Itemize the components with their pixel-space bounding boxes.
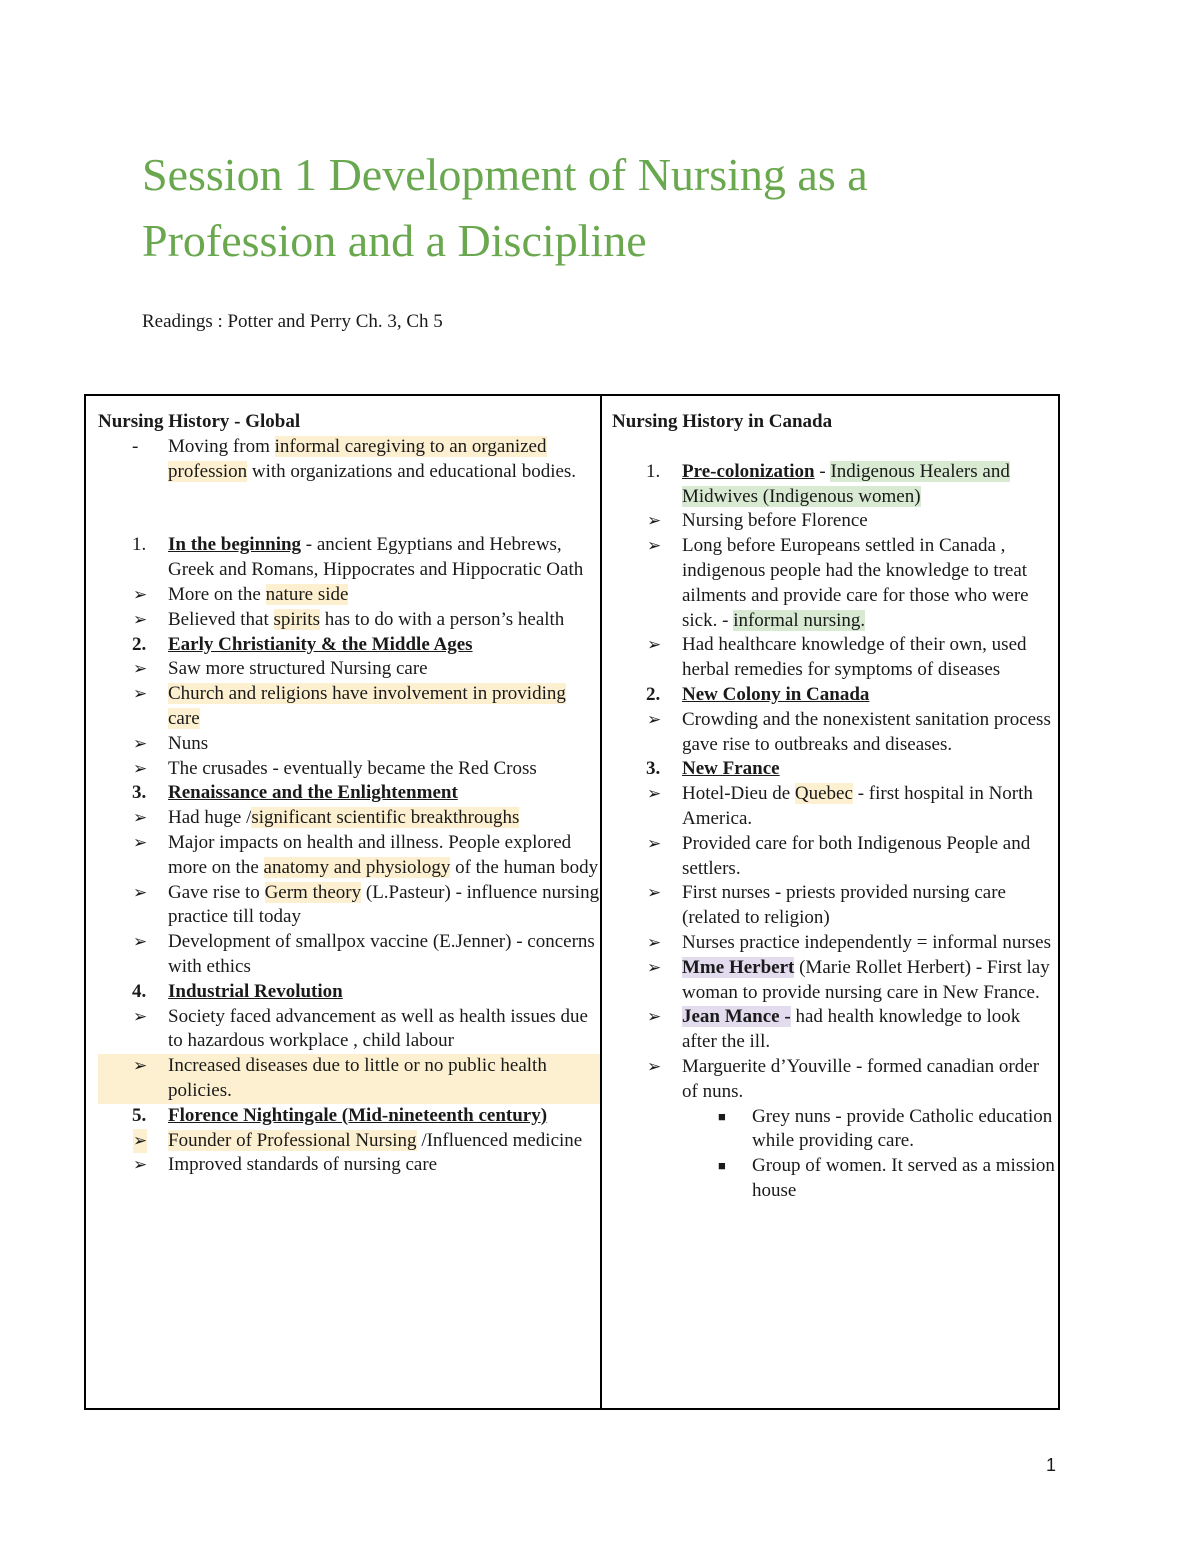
highlight: Jean Mance - — [682, 1006, 791, 1028]
arrow-bullet-icon: ➢ — [647, 536, 662, 556]
global-sections — [98, 533, 600, 1178]
bullet-text-end: had health knowledge to look after the ill. — [682, 1006, 1021, 1053]
bullet-text: Had healthcare knowledge of their own, used herbal remedies for symptoms of diseases — [682, 634, 1027, 681]
bullet-item — [612, 708, 1058, 758]
arrow-bullet-icon: ➢ — [647, 1007, 662, 1027]
arrow-bullet-icon: ➢ — [133, 659, 148, 679]
canada-history-column — [602, 396, 1058, 1408]
bullet-item — [612, 534, 1058, 633]
square-bullet-icon: ■ — [718, 1158, 726, 1174]
bullet-text: Nuns — [168, 732, 209, 754]
bullet-text: Society faced advancement as well as health issues due to hazardous workplace , child labour — [168, 1005, 588, 1052]
arrow-bullet-icon: ➢ — [647, 883, 662, 903]
global-history-column — [86, 396, 602, 1408]
highlight: significant scientific breakthroughs — [251, 807, 520, 829]
section-number: 1. — [132, 534, 147, 556]
square-bullet-icon: ■ — [718, 1108, 726, 1124]
bullet-item — [612, 633, 1058, 683]
section-number: 3. — [646, 758, 661, 780]
section-title: New France — [682, 758, 780, 780]
sub-bullet-item — [612, 1154, 1058, 1204]
bullet-text: Long before Europeans settled in Canada , indigenous people had the knowledge to treat ailments and provide care for those who were sick. - — [682, 535, 1029, 631]
arrow-bullet-icon: ➢ — [133, 733, 148, 753]
highlight: Mme Herbert — [682, 956, 795, 978]
section-early-christianity — [98, 633, 600, 658]
spacer — [98, 484, 600, 533]
intro-text-end: with organizations and educational bodies. — [247, 460, 577, 482]
separator: - — [814, 460, 831, 482]
bullet-item — [98, 583, 600, 608]
arrow-bullet-icon: ➢ — [647, 932, 662, 952]
bullet-item — [98, 1005, 600, 1055]
section-number: 3. — [132, 782, 147, 804]
canada-sections — [612, 460, 1058, 1204]
bullet-text: Crowding and the nonexistent sanitation process gave rise to outbreaks and diseases. — [682, 708, 1051, 755]
bullet-text-end: has to do with a person’s health — [319, 608, 565, 630]
highlight: Indigenous Healers and Midwives (Indigenous women) — [682, 460, 1010, 507]
highlight: informal caregiving to an organized profession — [168, 435, 547, 482]
bullet-item — [98, 930, 600, 980]
highlight: Quebec — [794, 783, 853, 805]
column-heading-canada: Nursing History in Canada — [612, 411, 833, 432]
bullet-text: Nursing before Florence — [682, 510, 868, 532]
bullet-item — [612, 1055, 1058, 1105]
column-heading-global: Nursing History - Global — [98, 411, 301, 432]
section-title: In the beginning — [168, 534, 302, 556]
section-number: 5. — [132, 1104, 147, 1126]
bullet-text: Improved standards of nursing care — [168, 1154, 438, 1176]
highlight: Increased diseases due to little or no public health policies. — [168, 1055, 547, 1101]
section-number: 1. — [646, 460, 661, 482]
bullet-item — [98, 1054, 600, 1104]
section-number: 2. — [132, 633, 147, 655]
intro-item — [98, 435, 600, 485]
section-new-colony — [612, 683, 1058, 708]
section-renaissance — [98, 781, 600, 806]
bullet-item — [98, 657, 600, 682]
arrow-bullet-icon: ➢ — [133, 882, 148, 902]
section-title: Early Christianity & the Middle Ages — [168, 633, 473, 655]
bullet-text: Major impacts on health and illness. People explored more on the — [168, 831, 572, 878]
bullet-item — [612, 782, 1058, 832]
intro-list — [98, 435, 600, 485]
bullet-item — [98, 881, 600, 931]
arrow-bullet-icon: ➢ — [647, 957, 662, 977]
highlight: nature side — [265, 583, 349, 605]
bullet-text: First nurses - priests provided nursing care (related to religion) — [682, 882, 1006, 929]
arrow-bullet-icon: ➢ — [133, 808, 148, 828]
highlight: Founder of Professional Nursing — [168, 1129, 417, 1151]
section-title: Industrial Revolution — [168, 980, 343, 1002]
section-title: Pre-colonization — [682, 460, 815, 482]
bullet-item — [98, 1129, 600, 1154]
bullet-text: Provided care for both Indigenous People and settlers. — [682, 832, 1031, 879]
bullet-text-end: of the human body — [450, 856, 599, 878]
section-pre-colonization — [612, 460, 1058, 510]
bullet-text: Grey nuns - provide Catholic education while providing care. — [752, 1105, 1053, 1152]
bullet-text: Believed that — [168, 608, 274, 630]
bullet-item — [98, 831, 600, 881]
section-in-the-beginning — [98, 533, 600, 583]
arrow-bullet-icon: ➢ — [647, 833, 662, 853]
highlight: anatomy and physiology — [263, 856, 451, 878]
bullet-item — [98, 682, 600, 732]
arrow-bullet-icon: ➢ — [647, 709, 662, 729]
intro-text: Moving from — [168, 435, 275, 457]
page-number: 1 — [1046, 1455, 1057, 1475]
section-title: New Colony in Canada — [682, 683, 870, 705]
arrow-bullet-icon: ➢ — [647, 784, 662, 804]
bullet-text: Hotel-Dieu de — [682, 783, 795, 805]
bullet-item — [98, 1153, 600, 1178]
arrow-bullet-icon: ➢ — [133, 584, 148, 604]
bullet-item — [612, 956, 1058, 1006]
notes-table — [84, 394, 1060, 1410]
bullet-item — [612, 832, 1058, 882]
bullet-item — [98, 757, 600, 782]
arrow-bullet-icon: ➢ — [647, 635, 662, 655]
bullet-text: More on the — [168, 583, 266, 605]
section-title: Renaissance and the Enlightenment — [168, 782, 458, 804]
spacer — [612, 435, 1058, 460]
bullet-item — [612, 1005, 1058, 1055]
arrow-bullet-icon: ➢ — [647, 511, 662, 531]
section-number: 4. — [132, 980, 147, 1002]
bullet-text-end: (L.Pasteur) - influence nursing practice till today — [168, 881, 600, 928]
bullet-text: Gave rise to — [168, 881, 265, 903]
bullet-item — [98, 608, 600, 633]
readings-line: Readings : Potter and Perry Ch. 3, Ch 5 — [142, 311, 443, 332]
arrow-bullet-icon: ➢ — [133, 1056, 148, 1076]
arrow-bullet-icon: ➢ — [133, 832, 148, 852]
section-number: 2. — [646, 683, 661, 705]
arrow-bullet-icon: ➢ — [133, 609, 148, 629]
bullet-text: Development of smallpox vaccine (E.Jenner) - concerns with ethics — [168, 931, 595, 977]
bullet-text: The crusades - eventually became the Red Cross — [168, 757, 537, 779]
section-new-france — [612, 757, 1058, 782]
arrow-bullet-icon: ➢ — [647, 1056, 662, 1076]
arrow-bullet-icon: ➢ — [133, 758, 148, 778]
bullet-text: Nurses practice independently = informal nurses — [682, 931, 1051, 953]
arrow-bullet-icon: ➢ — [133, 684, 148, 704]
bullet-text-end: /Influenced medicine — [416, 1129, 583, 1151]
bullet-text-end: (Marie Rollet Herbert) - First lay woman to provide nursing care in New France. — [682, 956, 1050, 1003]
bullet-text: Group of women. It served as a mission house — [752, 1155, 1055, 1201]
bullet-item — [612, 509, 1058, 534]
highlight: Germ theory — [264, 881, 362, 903]
highlight: spirits — [273, 608, 320, 630]
arrow-bullet-icon: ➢ — [133, 1129, 147, 1154]
arrow-bullet-icon: ➢ — [133, 1006, 148, 1026]
bullet-text-end: - first hospital in North America. — [682, 783, 1033, 829]
section-industrial-revolution — [98, 980, 600, 1005]
page-title: Session 1 Development of Nursing as a Profession and a Discipline — [142, 149, 868, 266]
bullet-item — [612, 881, 1058, 931]
bullet-item — [98, 806, 600, 831]
dash-marker: - — [132, 435, 139, 457]
bullet-text: Marguerite d’Youville - formed canadian order of nuns. — [682, 1055, 1040, 1102]
arrow-bullet-icon: ➢ — [133, 932, 148, 952]
highlight: informal nursing. — [733, 609, 866, 631]
section-title: Florence Nightingale (Mid-nineteenth century) — [168, 1104, 548, 1126]
arrow-bullet-icon: ➢ — [133, 1155, 148, 1175]
bullet-item — [98, 732, 600, 757]
bullet-item — [612, 931, 1058, 956]
section-description: - ancient Egyptians and Hebrews, Greek and Romans, Hippocrates and Hippocratic Oath — [168, 534, 584, 581]
sub-bullet-item — [612, 1105, 1058, 1155]
section-florence-nightingale — [98, 1104, 600, 1129]
bullet-text: Saw more structured Nursing care — [168, 658, 428, 680]
bullet-text: Had huge / — [168, 807, 252, 829]
highlight: Church and religions have involvement in providing care — [168, 683, 566, 729]
